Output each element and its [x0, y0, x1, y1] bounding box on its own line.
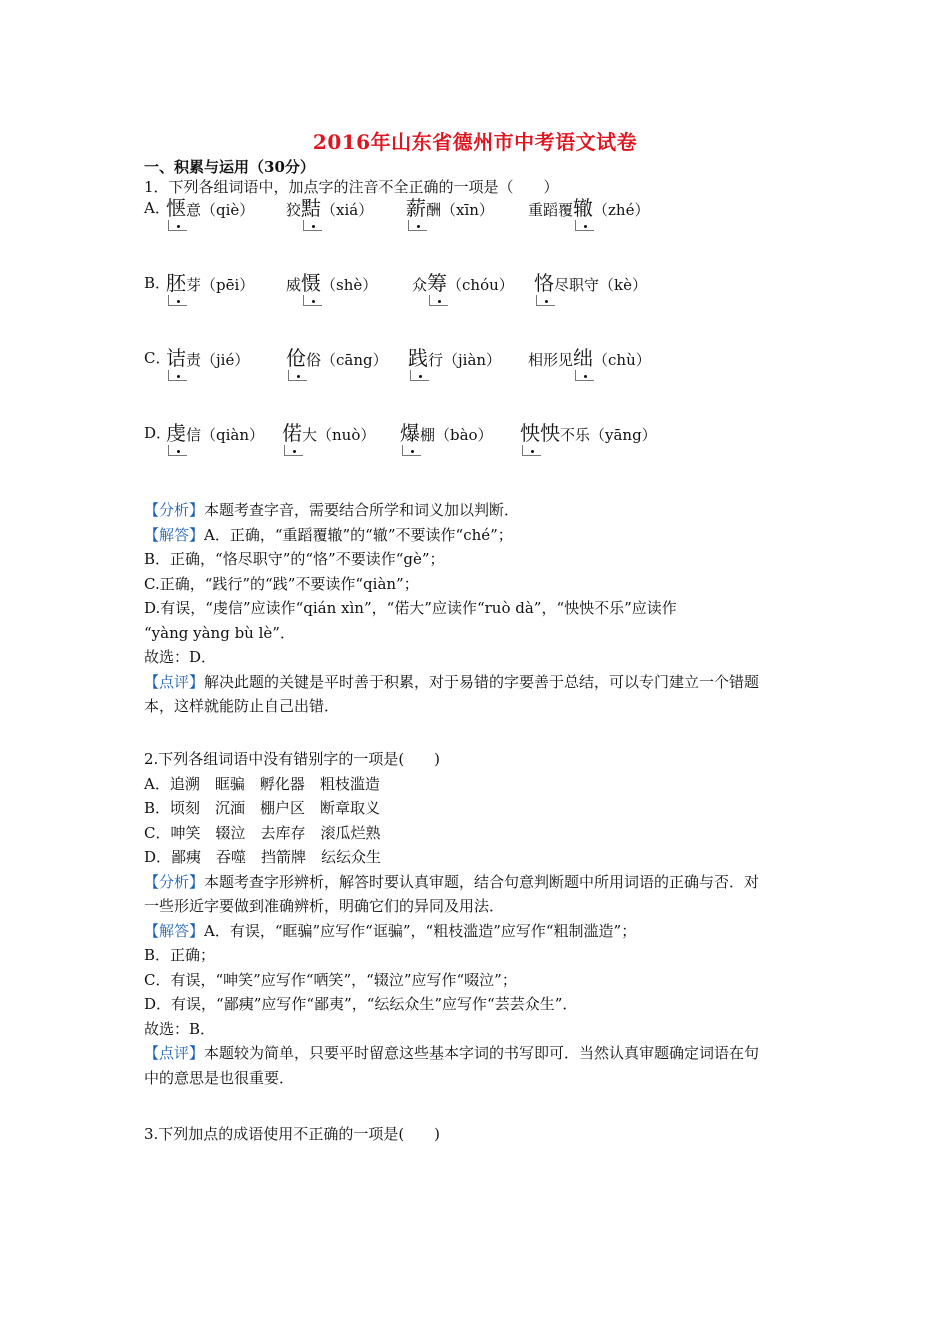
option-letter: B． — [144, 274, 171, 292]
answer-tag: 【解答】 — [144, 921, 205, 940]
option-letter: D． — [144, 424, 172, 442]
dotted-char: 辙 — [573, 196, 594, 220]
q2-option-c: C．呻笑 辍泣 去库存 滚瓜烂熟 — [144, 823, 381, 842]
option-letter: A． — [144, 199, 170, 217]
q1-stem: 1．下列各组词语中，加点字的注音不全正确的一项是（ ） — [144, 178, 559, 196]
analysis-tag: 【分析】 — [144, 501, 205, 519]
dotted-char: 爆 — [400, 421, 420, 445]
answer-line: D.有误，“虔信”应读作“qián xìn”，“偌大”应读作“ruò dà”，“怏怏不乐”应读作 — [144, 599, 677, 617]
q1-option-b — [144, 271, 864, 295]
word-item: 诘责（jié） — [166, 346, 250, 370]
dotted-char: 诘 — [166, 346, 186, 370]
option-letter: C． — [144, 349, 171, 367]
q1-option-a — [144, 196, 864, 220]
q1-explanation — [144, 498, 814, 719]
word-item: 重蹈覆辙（zhé） — [528, 196, 650, 220]
comment-line: 【点评】本题较为简单，只要平时留意这些基本字词的书写即可．当然认真审题确定词语在句 — [144, 1044, 760, 1062]
dotted-char: 恪 — [534, 271, 554, 295]
word-item: 威慑（shè） — [286, 271, 378, 295]
dotted-char: 筹 — [427, 271, 448, 295]
answer-line: 故选：B． — [144, 1019, 216, 1038]
analysis-line: 一些形近字要做到准确辨析，明确它们的异同及用法． — [144, 897, 505, 915]
word-item: 胚芽（pēi） — [166, 271, 255, 295]
analysis-line: 【分析】本题考查字形辨析，解答时要认真审题，结合句意判断题中所用词语的正确与否．对 — [144, 872, 760, 891]
q2-option-d: D．鄙痍 吞噬 挡箭牌 纭纭众生 — [144, 848, 382, 866]
dotted-char: 胚 — [166, 271, 186, 295]
answer-line: C．有误，“呻笑”应写作“哂笑”，“辍泣”应写作“啜泣”； — [144, 970, 517, 989]
answer-line: 【解答】A．有误，“眶骗”应写作“诓骗”，“粗枝滥造”应写作“粗制滥造”； — [144, 921, 637, 940]
q2-option-a: A．追溯 眶骗 孵化器 粗枝滥造 — [144, 774, 380, 793]
q2-stem: 2.下列各组词语中没有错别字的一项是( ) — [144, 750, 441, 768]
dotted-char: 慑 — [301, 271, 322, 295]
dotted-char: 伧 — [286, 346, 306, 370]
section-heading: 一、积累与运用（30分） — [144, 158, 315, 176]
dotted-char: 偌 — [282, 421, 302, 445]
comment-tag: 【点评】 — [144, 672, 205, 691]
word-item: 伧俗（cāng） — [286, 346, 388, 370]
comment-tag: 【点评】 — [144, 1044, 205, 1062]
q1-option-d — [144, 421, 864, 445]
dotted-char: 践 — [408, 346, 428, 370]
page-title: 2016年山东省德州市中考语文试卷 — [312, 130, 638, 154]
analysis-tag: 【分析】 — [144, 872, 205, 891]
word-item: 惬意（qiè） — [166, 196, 255, 220]
q2-option-b: B．顷刻 沉湎 棚户区 断章取义 — [144, 799, 381, 817]
word-item: 众筹（chóu） — [412, 271, 514, 295]
dotted-char: 黠 — [301, 196, 322, 220]
word-item: 偌大（nuò） — [282, 421, 376, 445]
word-item: 恪尽职守（kè） — [534, 271, 647, 295]
word-item: 怏怏不乐（yāng） — [520, 421, 657, 445]
word-item: 爆棚（bào） — [400, 421, 493, 445]
dotted-char: 绌 — [573, 346, 594, 370]
answer-line: D．有误，“鄙痍”应写作“鄙夷”，“纭纭众生”应写作“芸芸众生”． — [144, 995, 578, 1013]
comment-line: 中的意思是也很重要． — [144, 1068, 295, 1087]
word-item: 虔信（qiàn） — [166, 421, 265, 445]
word-item: 相形见绌（chù） — [528, 346, 651, 370]
dotted-char: 怏怏 — [520, 421, 560, 445]
answer-line: 故选：D． — [144, 648, 217, 666]
word-item: 狡黠（xiá） — [286, 196, 374, 220]
word-item: 薪酬（xīn） — [406, 196, 494, 220]
answer-line: B．正确； — [144, 946, 216, 964]
q3-stem: 3.下列加点的成语使用不正确的一项是( ) — [144, 1125, 441, 1143]
answer-line: C.正确，“践行”的“践”不要读作“qiàn”； — [144, 574, 419, 593]
analysis-line: 【分析】本题考查字音，需要结合所学和词义加以判断． — [144, 501, 520, 519]
dotted-char: 惬 — [166, 196, 186, 220]
q1-option-c — [144, 346, 864, 370]
q2-block — [144, 747, 814, 1090]
dotted-char: 薪 — [406, 196, 426, 220]
answer-tag: 【解答】 — [144, 525, 205, 544]
answer-line: 【解答】A．正确，“重蹈覆辙”的“辙”不要读作“ché”； — [144, 525, 513, 544]
comment-line: 本，这样就能防止自己出错． — [144, 697, 340, 715]
dotted-char: 虔 — [166, 421, 186, 445]
word-item: 践行（jiàn） — [408, 346, 502, 370]
comment-line: 【点评】解决此题的关键是平时善于积累，对于易错的字要善于总结，可以专门建立一个错题 — [144, 672, 760, 691]
answer-line: “yàng yàng bù lè”． — [144, 623, 295, 642]
answer-line: B．正确，“恪尽职守”的“恪”不要读作“gè”； — [144, 550, 445, 568]
